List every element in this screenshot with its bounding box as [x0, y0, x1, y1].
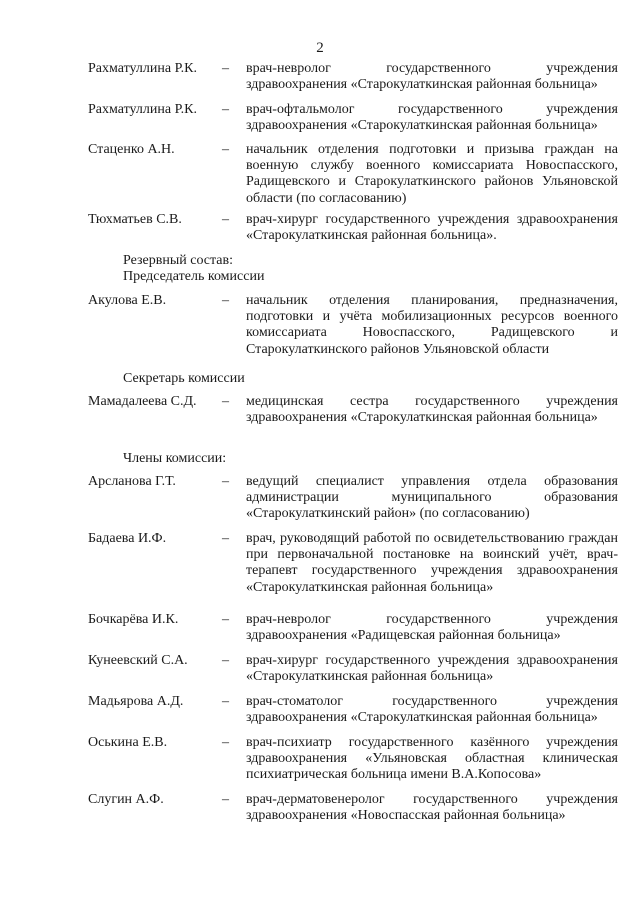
member-name: Акулова Е.В. — [88, 293, 167, 308]
members-heading: Члены комиссии: — [123, 451, 227, 466]
reserve-heading: Резервный состав: — [123, 253, 234, 268]
member-name: Мадьярова А.Д. — [88, 694, 184, 709]
secretary-entry — [88, 394, 618, 426]
member-position: врач-дерматовенеролог государственного учреждения здравоохранения «Новоспасская районная больница» — [246, 792, 618, 824]
dash: – — [222, 653, 229, 668]
dash: – — [222, 612, 229, 627]
chair-entry — [88, 293, 618, 358]
member-name: Бадаева И.Ф. — [88, 531, 167, 546]
dash: – — [222, 293, 229, 308]
member-name: Кунеевский С.А. — [88, 653, 188, 668]
member-position: медицинская сестра государственного учреждения здравоохранения «Старокулаткинская районная больница» — [246, 394, 618, 426]
dash: – — [222, 792, 229, 807]
member-entry — [88, 531, 618, 596]
page-number: 2 — [316, 40, 324, 56]
member-entry — [88, 694, 618, 726]
member-name: Рахматуллина Р.К. — [88, 61, 197, 76]
dash: – — [222, 61, 229, 76]
dash: – — [222, 142, 229, 157]
secretary-heading: Секретарь комиссии — [123, 371, 245, 386]
dash: – — [222, 694, 229, 709]
chair-heading: Председатель комиссии — [123, 269, 265, 284]
dash: – — [222, 212, 229, 227]
member-entry — [88, 792, 618, 824]
member-entry — [88, 61, 618, 93]
member-entry — [88, 102, 618, 134]
member-position: врач-невролог государственного учреждения здравоохранения «Радищевская районная больница» — [246, 612, 618, 644]
member-name: Арсланова Г.Т. — [88, 474, 176, 489]
member-position: ведущий специалист управления отдела образования администрации муниципального образования «Старокулаткинский район» (по согласованию) — [246, 474, 618, 522]
member-name: Тюхматьев С.В. — [88, 212, 182, 227]
member-position: начальник отделения подготовки и призыва граждан на военную службу военного комиссариата Новоспасского, Радищевского и Старокулаткинского районов Ульяновской области (по согласованию) — [246, 142, 618, 206]
dash: – — [222, 735, 229, 750]
dash: – — [222, 102, 229, 117]
member-position: начальник отделения планирования, предназначения, подготовки и учёта мобилизационных ресурсов военного комиссариата Новоспасского, Радищевского и Старокулаткинского районов Ульяновской области — [246, 293, 618, 357]
dash: – — [222, 531, 229, 546]
dash: – — [222, 394, 229, 409]
member-position: врач-хирург государственного учреждения здравоохранения «Старокулаткинская районная больница». — [246, 212, 618, 244]
member-entry — [88, 212, 618, 244]
member-position: врач-офтальмолог государственного учреждения здравоохранения «Старокулаткинская районная больница» — [246, 102, 618, 134]
member-name: Стаценко А.Н. — [88, 142, 175, 157]
member-entry — [88, 474, 618, 523]
member-name: Рахматуллина Р.К. — [88, 102, 197, 117]
member-name: Оськина Е.В. — [88, 735, 168, 750]
member-position: врач-невролог государственного учреждения здравоохранения «Старокулаткинская районная больница» — [246, 61, 618, 93]
member-position: врач-хирург государственного учреждения здравоохранения «Старокулаткинская районная больница» — [246, 653, 618, 685]
member-entry — [88, 653, 618, 685]
member-entry — [88, 142, 618, 207]
member-name: Слугин А.Ф. — [88, 792, 164, 807]
member-name: Мамадалеева С.Д. — [88, 394, 197, 409]
member-name: Бочкарёва И.К. — [88, 612, 179, 627]
member-position: врач-психиатр государственного казённого учреждения здравоохранения «Ульяновская областная клиническая психиатрическая больница имени В.А.Копосова» — [246, 735, 618, 783]
member-entry — [88, 612, 618, 644]
member-position: врач, руководящий работой по освидетельствованию граждан при первоначальной постановке на воинский учёт, врач-терапевт государственного учреждения здравоохранения «Старокулаткинская районная больница» — [246, 531, 618, 595]
member-position: врач-стоматолог государственного учреждения здравоохранения «Старокулаткинская районная больница» — [246, 694, 618, 726]
member-entry — [88, 735, 618, 784]
dash: – — [222, 474, 229, 489]
